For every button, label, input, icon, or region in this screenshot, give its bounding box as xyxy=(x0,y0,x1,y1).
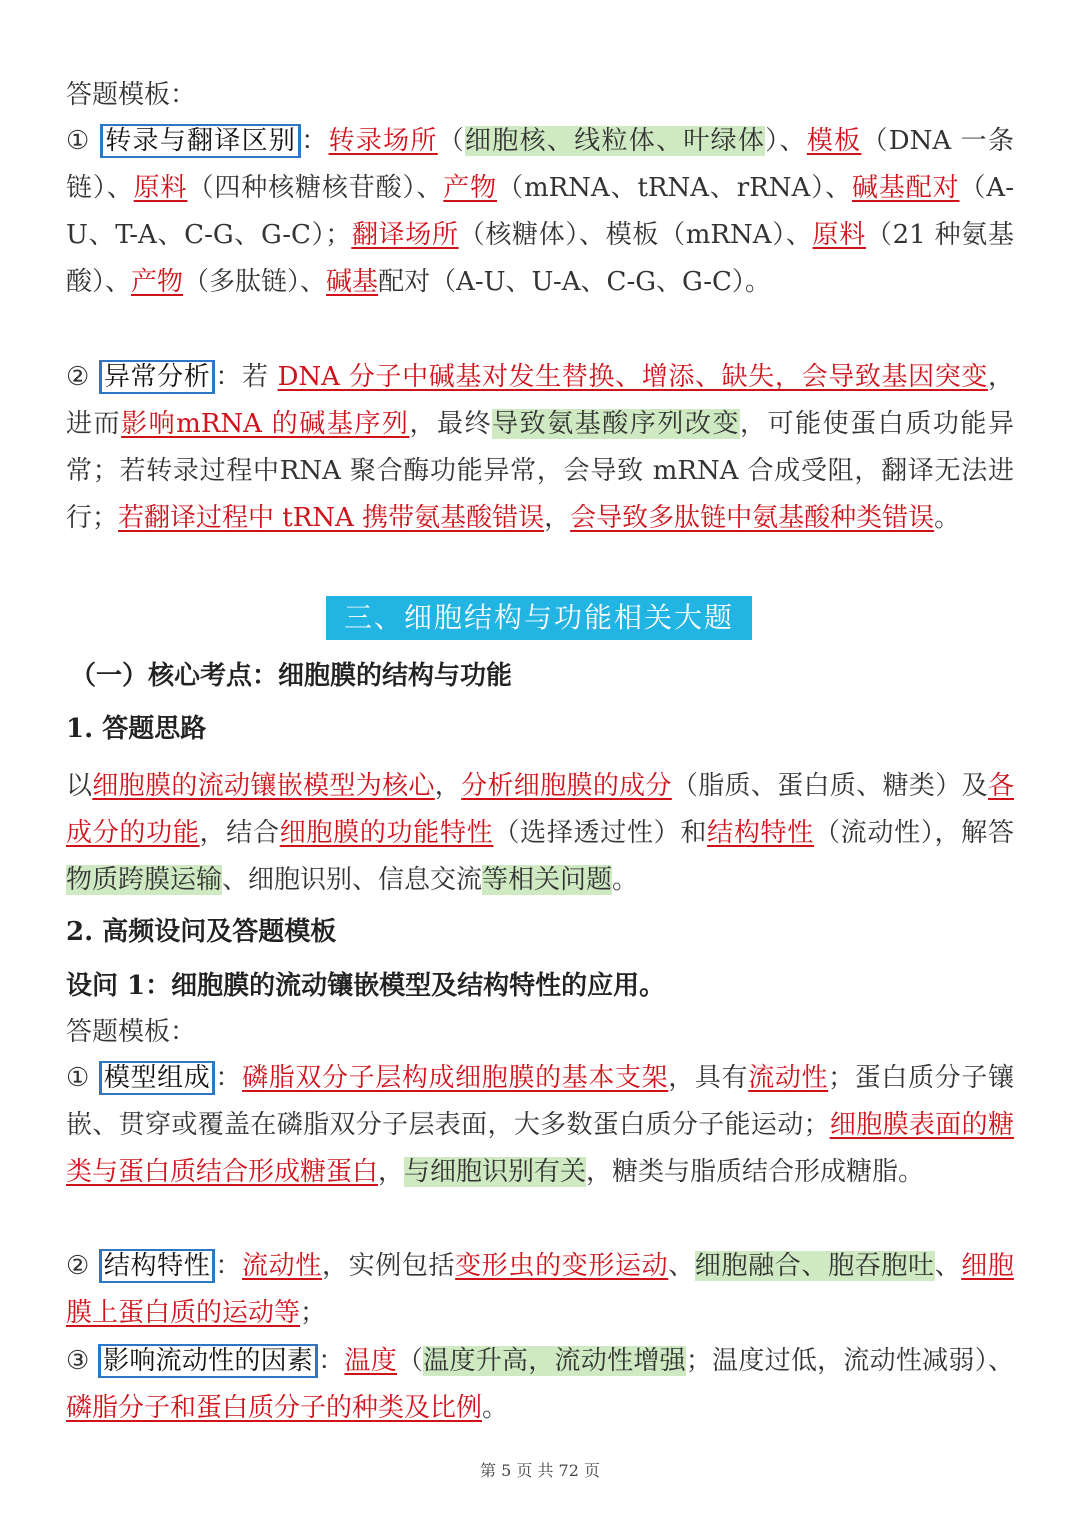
item-number: ② xyxy=(66,1251,90,1281)
item-number: ① xyxy=(66,126,91,156)
keyword-box: 模型组成 xyxy=(99,1061,216,1095)
heading-frequent-questions: 2. 高频设问及答题模板 xyxy=(66,917,337,947)
page-footer: 第 5 页 共 72 页 xyxy=(480,1461,600,1480)
item-structural-property: ② 结构特性 ：流动性，实例包括变形虫的变形运动、细胞融合、胞吞胞吐、细胞膜上蛋白质的运动等； xyxy=(66,1251,1014,1328)
approach-paragraph: 以细胞膜的流动镶嵌模型为核心，分析细胞膜的成分（脂质、蛋白质、糖类）及各成分的功能，结合细胞膜的功能特性（选择透过性）和结构特性（流动性），解答物质跨膜运输、细胞识别、信息交流等相关问题。 xyxy=(66,771,1014,895)
item-number: ① xyxy=(66,1063,90,1093)
keyword-box: 结构特性 xyxy=(99,1249,216,1283)
item-fluidity-factors: ③ 影响流动性的因素 ：温度（温度升高，流动性增强；温度过低，流动性减弱）、磷脂分子和蛋白质分子的种类及比例。 xyxy=(66,1346,1014,1423)
subsection-heading: （一）核心考点：细胞膜的结构与功能 xyxy=(70,661,513,691)
section-title: 三、细胞结构与功能相关大题 xyxy=(326,596,752,640)
item-transcription-translation: ① 转录与翻译区别 ：转录场所（细胞核、线粒体、叶绿体）、模板（DNA 一条链）、原料（四种核糖核苷酸）、产物（mRNA、tRNA、rRNA）、碱基配对（A-U、T-A、C-G、G-C）；翻译场所（核糖体）、模板（mRNA）、原料（21 种氨基酸）、产物（多肽链）、碱基配对（A-U、U-A、C-G、G-C）。 xyxy=(66,126,1014,297)
answer-template-label-2: 答题模板： xyxy=(66,1017,197,1047)
answer-template-label: 答题模板： xyxy=(66,80,197,110)
keyword-box: 异常分析 xyxy=(99,360,216,394)
heading-answer-approach: 1. 答题思路 xyxy=(66,714,207,744)
item-number: ③ xyxy=(66,1346,90,1376)
keyword-box: 影响流动性的因素 xyxy=(98,1344,318,1378)
question-1: 设问 1：细胞膜的流动镶嵌模型及结构特性的应用。 xyxy=(66,971,666,1001)
item-abnormal-analysis: ② 异常分析 ：若 DNA 分子中碱基对发生替换、增添、缺失，会导致基因突变，进而影响mRNA 的碱基序列，最终导致氨基酸序列改变，可能使蛋白质功能异常；若转录过程中RNA 聚合酶功能异常，会导致 mRNA 合成受阻，翻译无法进行；若翻译过程中 tRNA 携带氨基酸错误，会导致多肽链中氨基酸种类错误。 xyxy=(66,362,1015,533)
keyword-box: 转录与翻译区别 xyxy=(100,124,301,158)
item-model-composition: ① 模型组成 ：磷脂双分子层构成细胞膜的基本支架，具有流动性；蛋白质分子镶嵌、贯穿或覆盖在磷脂双分子层表面，大多数蛋白质分子能运动；细胞膜表面的糖类与蛋白质结合形成糖蛋白，与细胞识别有关，糖类与脂质结合形成糖脂。 xyxy=(66,1063,1014,1187)
item-number: ② xyxy=(66,362,90,392)
